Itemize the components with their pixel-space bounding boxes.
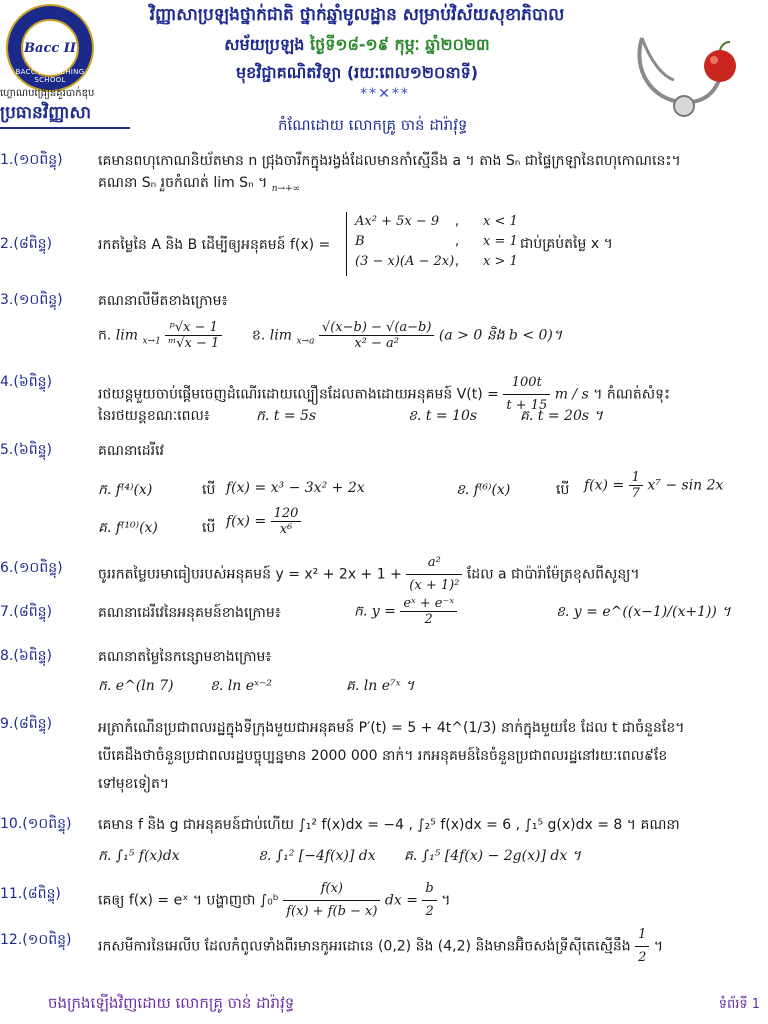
question-tail: ជាប់គ្រប់តម្លៃ x ។	[520, 236, 613, 252]
function-suffix: x⁷ − sin 2x	[647, 477, 724, 494]
numerator: a²	[406, 552, 462, 575]
question-number: 11.(៨ពិន្ទុ)	[0, 886, 61, 902]
fraction	[165, 320, 222, 351]
option-function	[226, 506, 301, 537]
fraction	[406, 552, 462, 597]
limit-subscript: x→a	[296, 336, 315, 347]
option: គ. ∫₁⁵ [4f(x) − 2g(x)] dx ។	[404, 848, 581, 864]
function-prefix: f(x) =	[584, 477, 625, 494]
option: ខ. ∫₁² [−4f(x)] dx	[258, 848, 376, 864]
option	[354, 596, 457, 627]
question-text	[98, 878, 754, 923]
option-prefix: ក. y =	[354, 603, 396, 620]
question-text-line: បើគេដឹងថាចំនួនប្រជាពលរដ្ឋបច្ចុប្បន្នមាន 2000 000 នាក់។ រកអនុគមន៍នៃចំនួនប្រជាពលរដ្ឋនៅរយៈពេល៩ខែ	[98, 748, 668, 764]
page-number: ទំព័រទី 1	[718, 997, 760, 1012]
piece-cond: x = 1	[483, 234, 518, 249]
stethoscope-apple-icon	[622, 30, 742, 126]
question-text: គេមាន f និង g ជាអនុគមន៍ជាប់ហើយ ∫₁² f(x)dx = −4 , ∫₂⁵ f(x)dx = 6 , ∫₁⁵ g(x)dx = 8 ។ គណនា	[98, 817, 680, 833]
limit-operator: lim	[269, 327, 293, 344]
question-number: 12.(១០ពិន្ទុ)	[0, 932, 72, 948]
denominator: 2	[425, 904, 434, 919]
section-underline	[0, 127, 130, 129]
option: ក. ∫₁⁵ f(x)dx	[98, 848, 180, 864]
question-text	[98, 552, 754, 597]
limit-b	[252, 320, 562, 351]
numerator: 100t	[503, 372, 550, 395]
option: គ. f⁽¹⁰⁾(x)	[98, 520, 158, 536]
question-number: 8.(៦ពិន្ទុ)	[0, 648, 52, 664]
logo-ring-text: BACC II TEACHING SCHOOL	[15, 68, 85, 84]
numerator: b	[422, 878, 436, 901]
option: ក. e^(ln 7)	[98, 678, 174, 694]
option-label: ខ.	[252, 327, 266, 344]
denominator: 2	[638, 950, 647, 965]
question-text-line	[98, 172, 754, 200]
unit: m / s	[554, 386, 589, 403]
question-text-part: រថយន្តមួយចាប់ផ្តើមចេញដំណើរដោយល្បឿនដែលតាងដោយអនុគមន៍ V(t) =	[98, 386, 499, 403]
piecewise-function	[346, 212, 683, 276]
section-title: ប្រធានវិញ្ញាសា	[0, 103, 92, 123]
question-text: គណនាតម្លៃនៃកន្សោមខាងក្រោម៖	[98, 649, 272, 665]
denominator: 2	[424, 612, 433, 627]
denominator: x⁶	[279, 522, 293, 537]
question-number: 2.(៨ពិន្ទុ)	[0, 236, 52, 252]
option-if: បើ	[202, 520, 216, 536]
question-8	[0, 646, 768, 702]
question-7	[0, 596, 768, 636]
piece-cond: x > 1	[483, 254, 518, 269]
fraction	[422, 878, 436, 923]
question-number: 5.(៦ពិន្ទុ)	[0, 442, 52, 458]
question-11	[0, 878, 768, 922]
question-4	[0, 372, 768, 434]
footer-credit: ចងក្រងឡើងវិញដោយ លោកគ្រូ ចាន់ ដារ៉ាវុទ្ធ	[48, 994, 295, 1012]
question-text: គណនាដេរីវេ	[98, 443, 164, 459]
question-6	[0, 552, 768, 592]
limit-a	[98, 320, 222, 351]
question-number: 6.(១០ពិន្ទុ)	[0, 560, 63, 576]
question-number: 4.(៦ពិន្ទុ)	[0, 374, 52, 390]
denominator: (x + 1)²	[409, 578, 460, 593]
exam-session	[96, 34, 618, 58]
exam-date: ថ្ងៃទី១៨-១៩ កុម្ភៈ ឆ្នាំ២០២៣	[310, 35, 490, 54]
question-number: 7.(៨ពិន្ទុ)	[0, 604, 52, 620]
numerator: ᵖ√x − 1	[165, 320, 222, 336]
fraction	[271, 506, 302, 537]
denominator: t + 15	[506, 398, 548, 413]
question-number: 1.(១០ពិន្ទុ)	[0, 152, 63, 168]
question-number: 9.(៨ពិន្ទុ)	[0, 716, 52, 732]
function-prefix: f(x) =	[226, 513, 267, 530]
piece-expr: B	[355, 234, 365, 249]
option-if: បើ	[202, 482, 216, 498]
denominator: ᵐ√x − 1	[168, 336, 220, 351]
logo-text: Bacc II	[21, 19, 79, 77]
piece-sep: ,	[455, 234, 460, 249]
option-function	[584, 470, 723, 501]
decorative-stars: **✕**	[360, 86, 410, 102]
piece-expr: Ax² + 5x − 9	[355, 214, 440, 229]
option-label: ក.	[98, 327, 112, 344]
question-text-part: គេឲ្យ f(x) = eˣ ។ បង្ហាញថា ∫₀ᵇ	[98, 892, 279, 909]
question-text-line: ទៅមុខទៀត។	[98, 776, 170, 792]
author-line: កំណែដោយ លោកគ្រូ ចាន់ ដារ៉ាវុទ្ធ	[278, 116, 468, 134]
option: ក. f⁽⁴⁾(x)	[98, 482, 153, 498]
question-tail: ។ កំណត់សំទុះ	[593, 386, 671, 403]
numerator: 1	[635, 924, 649, 947]
question-tail: ។	[441, 892, 451, 909]
option: ខ. t = 10s	[408, 408, 478, 424]
numerator: √(x−b) − √(a−b)	[319, 320, 435, 336]
question-text-line: អត្រាកំណើនប្រជាពលរដ្ឋក្នុងទីក្រុងមួយជាអនុគមន៍ P′(t) = 5 + 4t^(1/3) នាក់ក្នុងមួយខែ ដែល t ជាចំនួនខែ។	[98, 720, 685, 736]
question-text	[98, 714, 754, 798]
question-tail: ។	[653, 938, 664, 955]
fraction	[319, 320, 435, 351]
question-number: 10.(១០ពិន្ទុ)	[0, 816, 72, 832]
option: គ. ln e⁷ˣ ។	[346, 678, 415, 694]
question-text	[98, 150, 754, 200]
fraction	[283, 878, 380, 923]
question-text	[98, 924, 764, 969]
question-1	[0, 150, 768, 206]
numerator: eˣ + e⁻ˣ	[400, 596, 457, 612]
limit-operator: lim	[115, 327, 139, 344]
question-tail: ដែល a ជាប៉ារ៉ាម៉ែត្រខុសពីសូន្យ។	[466, 566, 640, 583]
question-5	[0, 440, 768, 540]
option: ខ. y = e^((x−1)/(x+1)) ។	[556, 604, 731, 620]
school-caption: ហ្លោណបង្រៀនគួរបាក់ឌុប	[0, 88, 95, 99]
denominator: 7	[631, 486, 640, 501]
option: គ. t = 20s ។	[520, 408, 603, 424]
exam-session-prefix: សម័យប្រឡង	[224, 35, 305, 54]
fraction	[400, 596, 457, 627]
denominator: x² − a²	[354, 336, 400, 351]
exam-subject: មុខវិជ្ជាគណិតវិទ្យា (រយៈពេល១២០នាទី)	[235, 63, 479, 82]
question-3	[0, 290, 768, 360]
question-text-part: រកសមីការនៃអេលីប ដែលកំពូលទាំងពីរមានកូអរដោនេ (0,2) និង (4,2) និងមានអ៊ិចសង់ទ្រីស៊ីតេស្មើនឹង	[98, 938, 631, 955]
question-text-line: នៃរថយន្តខណៈពេល៖	[98, 408, 210, 424]
fraction	[635, 924, 649, 969]
limit-condition: (a > 0 និង b < 0)។	[438, 327, 563, 344]
question-10	[0, 814, 768, 870]
question-number: 3.(១០ពិន្ទុ)	[0, 292, 63, 308]
piece-sep: ,	[455, 254, 460, 269]
question-text: រកតម្លៃនៃ A និង B ដើម្បីឲ្យអនុគមន៍ f(x) =	[98, 237, 331, 253]
numerator: 1	[629, 470, 643, 486]
numerator: f(x)	[283, 878, 380, 901]
exam-title: វិញ្ញាសាប្រឡងថ្នាក់ជាតិ ថ្នាក់ឆ្នាំមូលដ្ឋាន សម្រាប់វិស័យសុខាភិបាល	[149, 5, 565, 25]
question-text: គណនាដេរីវេនៃអនុគមន៍ខាងក្រោម៖	[98, 605, 281, 621]
limit-subscript: n→+∞	[271, 183, 301, 194]
piece-cond: x < 1	[483, 214, 518, 229]
option-function: f(x) = x³ − 3x² + 2x	[226, 480, 365, 496]
question-9	[0, 714, 768, 798]
option: ខ. f⁽⁶⁾(x)	[456, 482, 511, 498]
question-text: គណនាលីមីតខាងក្រោម៖	[98, 293, 228, 309]
question-12	[0, 924, 768, 968]
limit-subscript: x→1	[142, 336, 161, 347]
option: ក. t = 5s	[256, 408, 317, 424]
question-text-part: គណនា Sₙ រួចកំណត់ lim Sₙ ។	[98, 175, 268, 191]
option: ខ. ln eˣ⁻²	[210, 678, 272, 694]
denominator: f(x) + f(b − x)	[286, 904, 378, 919]
school-logo	[6, 4, 94, 92]
fraction	[629, 470, 643, 501]
question-text-part: ចូររកតម្លៃបរមាធៀបរបស់អនុគមន៍ y = x² + 2x + 1 +	[98, 566, 402, 583]
piece-sep: ,	[455, 214, 460, 229]
option-if: បើ	[556, 482, 570, 498]
piece-expr: (3 − x)(A − 2x)	[355, 254, 455, 269]
question-text-part: dx =	[384, 892, 418, 909]
numerator: 120	[271, 506, 302, 522]
question-text-line: គេមានពហុកោណនិយ័តមាន n ជ្រុងចារឹកក្នុងរង្វង់ដែលមានកាំស្មើនឹង a ។ តាង Sₙ ជាផ្ទៃក្រឡានៃពហុកោណនេះ។	[98, 153, 681, 169]
